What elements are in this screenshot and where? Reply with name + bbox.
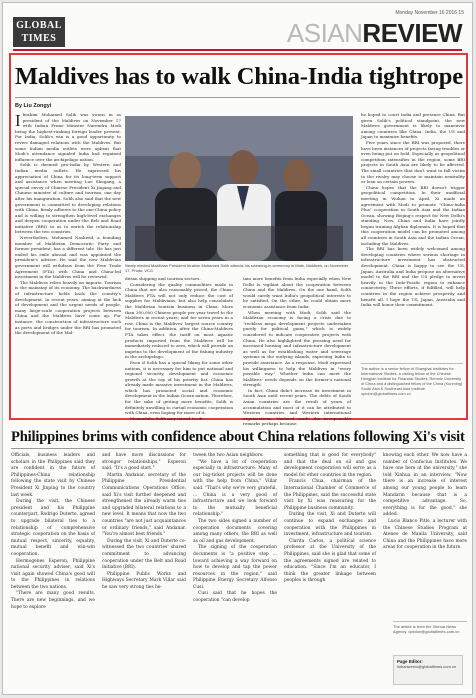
story1-col4-para-3: The BRI has been widely welcomed among developing countries where serious shortage in infrastructure investment has obstructed development. China is happy to see the US, Japan, Australia and India propose an alternative model to the BRI and the US pledge to invest heavily in the Indo-Pacific region to enhance connectivity. These efforts, if fulfilled, will help countries in the region achieve prosperity and benefit all. I hope the US, Japan, Australia and India will honor their commitment. — [361, 246, 465, 308]
story1-col4-para-2: China hopes that the BRI doesn't trigger geopolitical competition. In their unofficial meeting in Wuhan in April, Xi made an agreement with Modi to promote "China-India Plus" cooperation in South Asia and the Indian Ocean, showing Beijing's respect for New Delhi's standing. Now, China and India have jointly begun training Afghan diplomats. It is hoped that this cooperation model can be promoted among all countries in South Asia and the Indian Ocean, including the Maldives. — [361, 184, 465, 246]
section-title-part-2: REVIEW — [362, 18, 462, 48]
story1-col1-text-0: brahim Mohamed Solih was sworn in as president of the Maldives on November 17 with Indian Prime Minister Narendra Modi being the highest-ranking foreign leader present. For India, Solih's win is a good opportunity to revive damaged relations with the Maldives. But some Indian media outlets were upbeat that Modi's attendance signaled India had regained influence over the archipelago nation. — [15, 112, 121, 162]
story2-col1-para-3: "There are many good results. There are new beginnings, and we hope to explore — [11, 591, 95, 610]
story1-col1-para-1: Solih is deemed pro-India by Western and Indian media outlets. He expressed his appreciation of China for its long-term support and assistance when meeting Luo Shugang, a special envoy of Chinese President Xi Jinping and Chinese minister of culture and tourism, one day after his inauguration. Solih also said that the new government is committed to developing relations with China, firmly adheres to the one-China policy and is willing to strengthen high-level exchanges and deepen cooperation under the Belt and Road initiative (BRI) so as to enrich the relationship between the two countries. — [15, 162, 121, 235]
story2-col2-para-3: Philippine Public Works and Highways Secretary Mark Villar said he saw very strong ties be- — [102, 571, 186, 590]
story2-col4-para-0: something that is good for everybody" and that the deal on oil and gas development cooperation will serve as a model for other countries in the region. — [284, 453, 376, 478]
story2-col4-para-3: Clarita Carlos, a political science professor at the University of the Philippines, said she is glad that some of the agreements signed are related to education. "Since I'm an educator, I think the greater linkage between peoples is through — [284, 538, 376, 584]
story2-col5-para-0: knowing each other. We now have a number of Confucius Institutes. We have one here at the university," she told Xinhua in an interview. "Now there is an increase of interest among our young people to learn Mandarin because that is a competitive advantage. So, everything is for the good," she added. — [383, 453, 467, 518]
story1-column-4 — [361, 112, 465, 360]
story1-col4-para-0: he hoped to court India and pressure China. But given Solih's political standpoint, the new Maldives government is likely to maneuver among countries like China, India, the US and Japan to maximize benefits. — [361, 112, 465, 140]
page-editor-label: Page Editor: — [397, 659, 423, 664]
story2-col5-para-1: Lucio Blanco Pitlo, a lecturer with the Chinese Studies Program at Ateneo de Manila University, said China and the Philippines have more areas for cooperation in the future. — [383, 518, 467, 551]
story2-col4-para-2: During the visit, Xi and Duterte will continue to expand exchanges and cooperation with the Philippines in investment, infrastructure and tourism. — [284, 512, 376, 538]
story1-headline: Maldives has to walk China-India tightrope — [15, 63, 463, 90]
story1-column-3 — [243, 276, 351, 427]
story1-col3-para-1: When meeting with Modi, Solih said the Maldivian economy is facing a crisis due to "reckless mega development projects undertaken purely for political gains," which is widely considered to indicate cooperative projects with China. He also highlighted the pressing need for increased housing and infrastructure development as well as for establishing water and sewerage systems in the outlying islands, expecting India to provide assistance. As a response, Modi expressed his willingness to help the Maldives in "every possible way." Whether India can meet the Maldives' needs depends on the former's national strength. — [243, 309, 351, 388]
story2-column-3 — [193, 453, 277, 689]
story1-col2-para-1: Considering the quality commodities made in China that are also reasonably priced, the China-Maldives FTA will not only reduce the cost of supplies for Maldivians, but also help consolidate the Maldivian tourism business in China. More than 300,000 Chinese people per year travel to the Maldives in recent years; and for seven years in a row, China is the Maldives' largest source country for tourism. In addition, after the China-Maldives FTA takes effect, the tariff on most aquatic products imported from the Maldives will be immediately reduced to zero, which will provide an impetus to the development of the fishing industry in the archipelago. — [125, 281, 233, 360]
story1-col2-para-3: Meanwhile, Solih may intend to ob- — [130, 415, 204, 421]
photo-caption: Newly elected Maldivian President Ibrahim Mohamed Solih attends his swearing-in ceremony in Male, Maldives, on November 17. Photo: VCG — [125, 263, 349, 273]
page-editor-email: liuhanwenxi@globaltimes.com.cn — [397, 664, 457, 669]
story2-col1-para-2: Hermogenes Esperon, Philippine national security adviser, said Xi's visit again showed China's good will to the Philippines in relations between the two nations. — [11, 558, 95, 590]
story2-author-note: The article is from the Xinhua News Agency. opinion@globaltimes.com.cn — [393, 621, 467, 635]
story2-col3-para-3: The signing of the cooperation documents is "a positive step ... toward achieving a way forward on how to develop and tap the power resources in the region," said Philippine Energy Secretary Alfonso Cusi. — [193, 545, 277, 590]
dateline: Monday November 16 2016 15 — [395, 10, 464, 16]
story1-col2-para-0: divian shipping and tourism sectors. — [125, 276, 201, 281]
story2-column-5 — [383, 453, 467, 617]
headline2-divider — [11, 448, 464, 449]
story1-col3-para-0: tain more benefits from India especially when New Delhi is vigilant about the cooperation between China and the Maldives. On the one hand, Solih would surely want India's geopolitical interests to be satisfied. On the other, he could obtain more economic assistance from India. — [243, 276, 351, 309]
story2-column-2 — [102, 453, 186, 689]
drop-cap: I — [15, 111, 21, 130]
story2-col2-para-2: During the visit, Xi and Duterte co-witnessed the two countries' shared commitment to advancing cooperation under the Belt and Road initiative (BRI). — [102, 538, 186, 571]
page-editor-box — [393, 655, 463, 685]
story2-col3-para-4: Cusi said that he hopes the cooperation "can develop — [193, 591, 277, 604]
masthead — [3, 3, 472, 51]
story2-headline: Philippines brims with confidence about China relations following Xi's visit — [11, 429, 465, 445]
story2-col3-para-2: The two sides signed a number of cooperation documents covering among many others, the BRI as well as oil and gas development. — [193, 518, 277, 544]
story1-col4-para-1: Five years since the BRI was proposed, there have been instances of projects facing troubles or even being put on hold. Especially as geopolitical competition intensifies in the region, some BRI projects in South Asia are likely to be affected. The small countries that don't want to fall victim to the rivalry may choose to maintain neutrality or lean on certain powers. — [361, 139, 465, 185]
story1-byline: By Liu Zongyi — [15, 103, 52, 109]
story1-col2-para-2: Even if Solih has a special liking for some other nations, it is necessary for him to put national and regional security, development and economic growth at the top of his priority list. China has already made massive investment in the Maldives, which has promoted social and economic development in the Indian Ocean nation. Therefore, for the sake of getting more benefits, Solih is definitely unwilling to curtail economic cooperation with China, even hoping for more of it. — [125, 359, 233, 416]
story1-col1-para-2: Nevertheless, Mohamed Nasheed, a founding member of Maldivian Democratic Party and former president, has a different tale. He has just ended his exile abroad and was appointed the president's adviser. He said the new Maldivian government will withdraw from the Free Trade Agreement (FTA) with China and China-led investment in the Maldives will be reviewed. — [15, 235, 121, 280]
story2-col2-para-0: and have more discussions for stronger relationships," Esperon said. "It's a good start." — [102, 453, 186, 472]
section-title-part-1: ASIAN — [286, 18, 363, 48]
story2-col1-para-1: During the visit, the Chinese president and his Philippine counterpart, Rodrigo Duterte, agreed to upgrade bilateral ties to a relationship of comprehensive strategic cooperation on the basis of mutual respect, sincerity, equality, mutual benefit and win-win cooperation. — [11, 499, 95, 557]
story1-photo — [125, 116, 353, 261]
story2-col3-para-0: tween the two Asian neighbors. — [193, 453, 264, 458]
story1-col1-para-3: The Maldives relies heavily on imports. Tourism is the mainstay of its economy. The backwardness of infrastructure holds back the country's development. In recent years, aiming at the lack of development and the urgent needs of people, many large-scale cooperation projects between China and the Maldives have come up. For instance, the construction of infrastructure such as ports and bridges under the BRI has promoted the development of the Mal- — [15, 279, 121, 336]
logo-line-2: TIMES — [21, 33, 57, 44]
masthead-rule — [13, 49, 462, 51]
story2-column-1 — [11, 453, 95, 689]
story2-col4-para-1: Francis Chua, chairman of the International Chamber of Commerce of the Philippines, said the successful state visit by Xi was reassuring for the Philippine business community. — [284, 479, 376, 511]
story2-col3-para-1: "We have a lot of cooperation especially in infrastructure. Many of our big-ticket projects will be done with the help from China," Villar said. "That's why we're very grateful. ... China is a very good of infrastructure and we look forward to the mutually beneficial relationship." — [193, 459, 277, 518]
global-times-logo — [13, 17, 65, 47]
logo-line-1: GLOBAL — [16, 20, 62, 31]
story2-col2-para-1: Martin Andanar, secretary of the Philippine Presidential Communications Operations Office, said Xi's visit further deepened and strengthened the already warm ties and upgraded bilateral relations to a new level. It means that now the two countries "are not just acquaintances or ordinary friends," said Andanar. "You're almost best friends." — [102, 472, 186, 538]
story1-author-note: The author is a senior fellow of Shanghai Institutes for International Studies, a visiting fellow of the Chinese Hongjian Institute for Financial Studies, Renmin University of China and a distinguished fellow of the China (Kunming) South Asia & Southeast Asia Institute. opinion@globaltimes.com.cn — [361, 363, 463, 396]
photo-illustration — [125, 116, 353, 261]
newspaper-page — [2, 2, 473, 695]
story1-col3-para-2: In fact, China didn't increase its investment in South Asia until recent years. The debts of South Asian countries are the result of years of accumulation and most of it can be attributed to Western countries and Western international organizations. Nasheed made the irresponsible remarks perhaps because — [243, 387, 351, 427]
section-title — [287, 18, 462, 48]
story1-col1-para-0 — [15, 112, 121, 162]
story1-column-2 — [125, 276, 233, 421]
story2-column-4 — [284, 453, 376, 689]
story1-column-1 — [15, 112, 121, 417]
headline-divider — [15, 97, 460, 98]
story2-col1-para-0: Officials, business leaders and scholars in the Philippines said they are confident in the future of Philippines-China relationship following the state visit by Chinese President Xi Jinping to the country last week. — [11, 453, 95, 498]
